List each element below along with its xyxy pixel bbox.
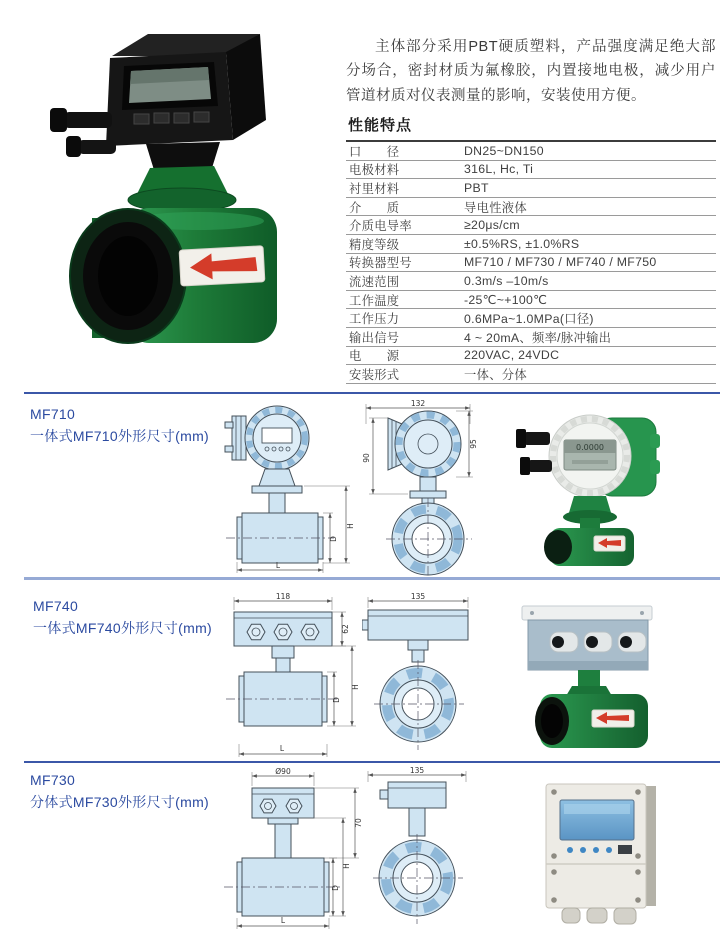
- cable-gland: [528, 460, 552, 472]
- table-row: 转换器型号 MF710 / MF730 / MF740 / MF750: [346, 254, 716, 273]
- bore-inner: [98, 236, 158, 316]
- dim-H: H: [346, 523, 355, 529]
- section-divider: [24, 392, 720, 394]
- mf730-front-drawing: [222, 766, 367, 932]
- dim-L: L: [280, 916, 286, 925]
- intro-paragraph: 主体部分采用PBT硬质塑料，产品强度满足绝大部分场合，密封材质为氟橡胶，内置接地电极，减少用户管道材质对仪表测量的影响，安装使用方便。: [346, 38, 716, 105]
- section-title-mf730: [30, 770, 209, 813]
- dim-118: 118: [275, 592, 291, 601]
- model-name: MF740: [33, 598, 79, 614]
- mf730-product-photo: [498, 772, 693, 927]
- mf710-front-drawing: [222, 398, 362, 578]
- mf740-front-drawing: [222, 592, 362, 760]
- cable-gland: [524, 432, 550, 445]
- table-row: 输出信号 4 ~ 20mA、频率/脉冲输出: [346, 328, 716, 347]
- section-divider: [24, 761, 720, 763]
- dim-D: D: [331, 885, 340, 891]
- junction-box-lid: [522, 606, 652, 620]
- specs-table: [346, 140, 716, 384]
- mf710-product-photo: [498, 404, 703, 566]
- mf740-product-photo: [492, 590, 697, 755]
- table-row: 工作温度 -25℃~+100℃: [346, 291, 716, 310]
- table-row: 介质电导率 ≥20μs/cm: [346, 216, 716, 235]
- dim-L: L: [275, 561, 281, 570]
- dim-135: 135: [410, 592, 426, 601]
- dim-135: 135: [409, 766, 425, 775]
- mf730-side-drawing: [364, 766, 472, 932]
- bore: [544, 530, 572, 564]
- lcd-window: [262, 428, 292, 443]
- dim-90: 90: [362, 453, 371, 463]
- hero-flowmeter-photo: [30, 18, 320, 358]
- head-base: [146, 142, 220, 170]
- enclosure-side: [646, 786, 656, 906]
- table-row: 工作压力 0.6MPa~1.0MPa(口径): [346, 309, 716, 328]
- table-row: 电极材料 316L, Hc, Ti: [346, 161, 716, 180]
- mf710-side-drawing: [358, 398, 478, 578]
- neck: [578, 670, 600, 686]
- dim-70: 70: [354, 818, 363, 828]
- dim-132: 132: [410, 399, 426, 408]
- model-name: MF730: [30, 772, 76, 788]
- dim-H: H: [351, 684, 360, 690]
- dim-95: 95: [469, 439, 478, 449]
- dim-62: 62: [341, 624, 350, 634]
- dim-D: D: [329, 536, 338, 542]
- cable-glands: [562, 908, 636, 924]
- cable-glands: [50, 108, 116, 157]
- table-row: 衬里材料 PBT: [346, 179, 716, 198]
- specs-panel: [346, 114, 716, 384]
- table-row: 安装形式 一体、分体: [346, 365, 716, 384]
- cable-glands: [550, 632, 646, 652]
- model-subtitle: 一体式MF740外形尺寸(mm): [33, 619, 213, 636]
- lcd-reading: 0.0000: [576, 443, 604, 452]
- model-name: MF710: [30, 406, 76, 422]
- dim-D: D: [332, 697, 341, 703]
- specs-title: 性能特点: [348, 117, 413, 134]
- ir-window: [618, 845, 632, 854]
- table-row: 电 源 220VAC, 24VDC: [346, 347, 716, 366]
- table-row: 口 径 DN25~DN150: [346, 142, 716, 161]
- model-subtitle: 分体式MF730外形尺寸(mm): [30, 793, 210, 810]
- dim-d90: Ø90: [275, 767, 291, 776]
- mf740-side-drawing: [362, 592, 474, 760]
- section-title-mf710: [30, 404, 209, 447]
- table-row: 流速范围 0.3m/s –10m/s: [346, 272, 716, 291]
- flow-direction-label: [179, 246, 265, 286]
- model-subtitle: 一体式MF710外形尺寸(mm): [30, 427, 210, 444]
- dim-H: H: [342, 863, 351, 869]
- dim-L: L: [279, 744, 285, 753]
- display-head-side: [226, 34, 266, 140]
- table-row: 介 质 导电性液体: [346, 198, 716, 217]
- section-title-mf740: [33, 596, 212, 639]
- table-row: 精度等级 ±0.5%RS, ±1.0%RS: [346, 235, 716, 254]
